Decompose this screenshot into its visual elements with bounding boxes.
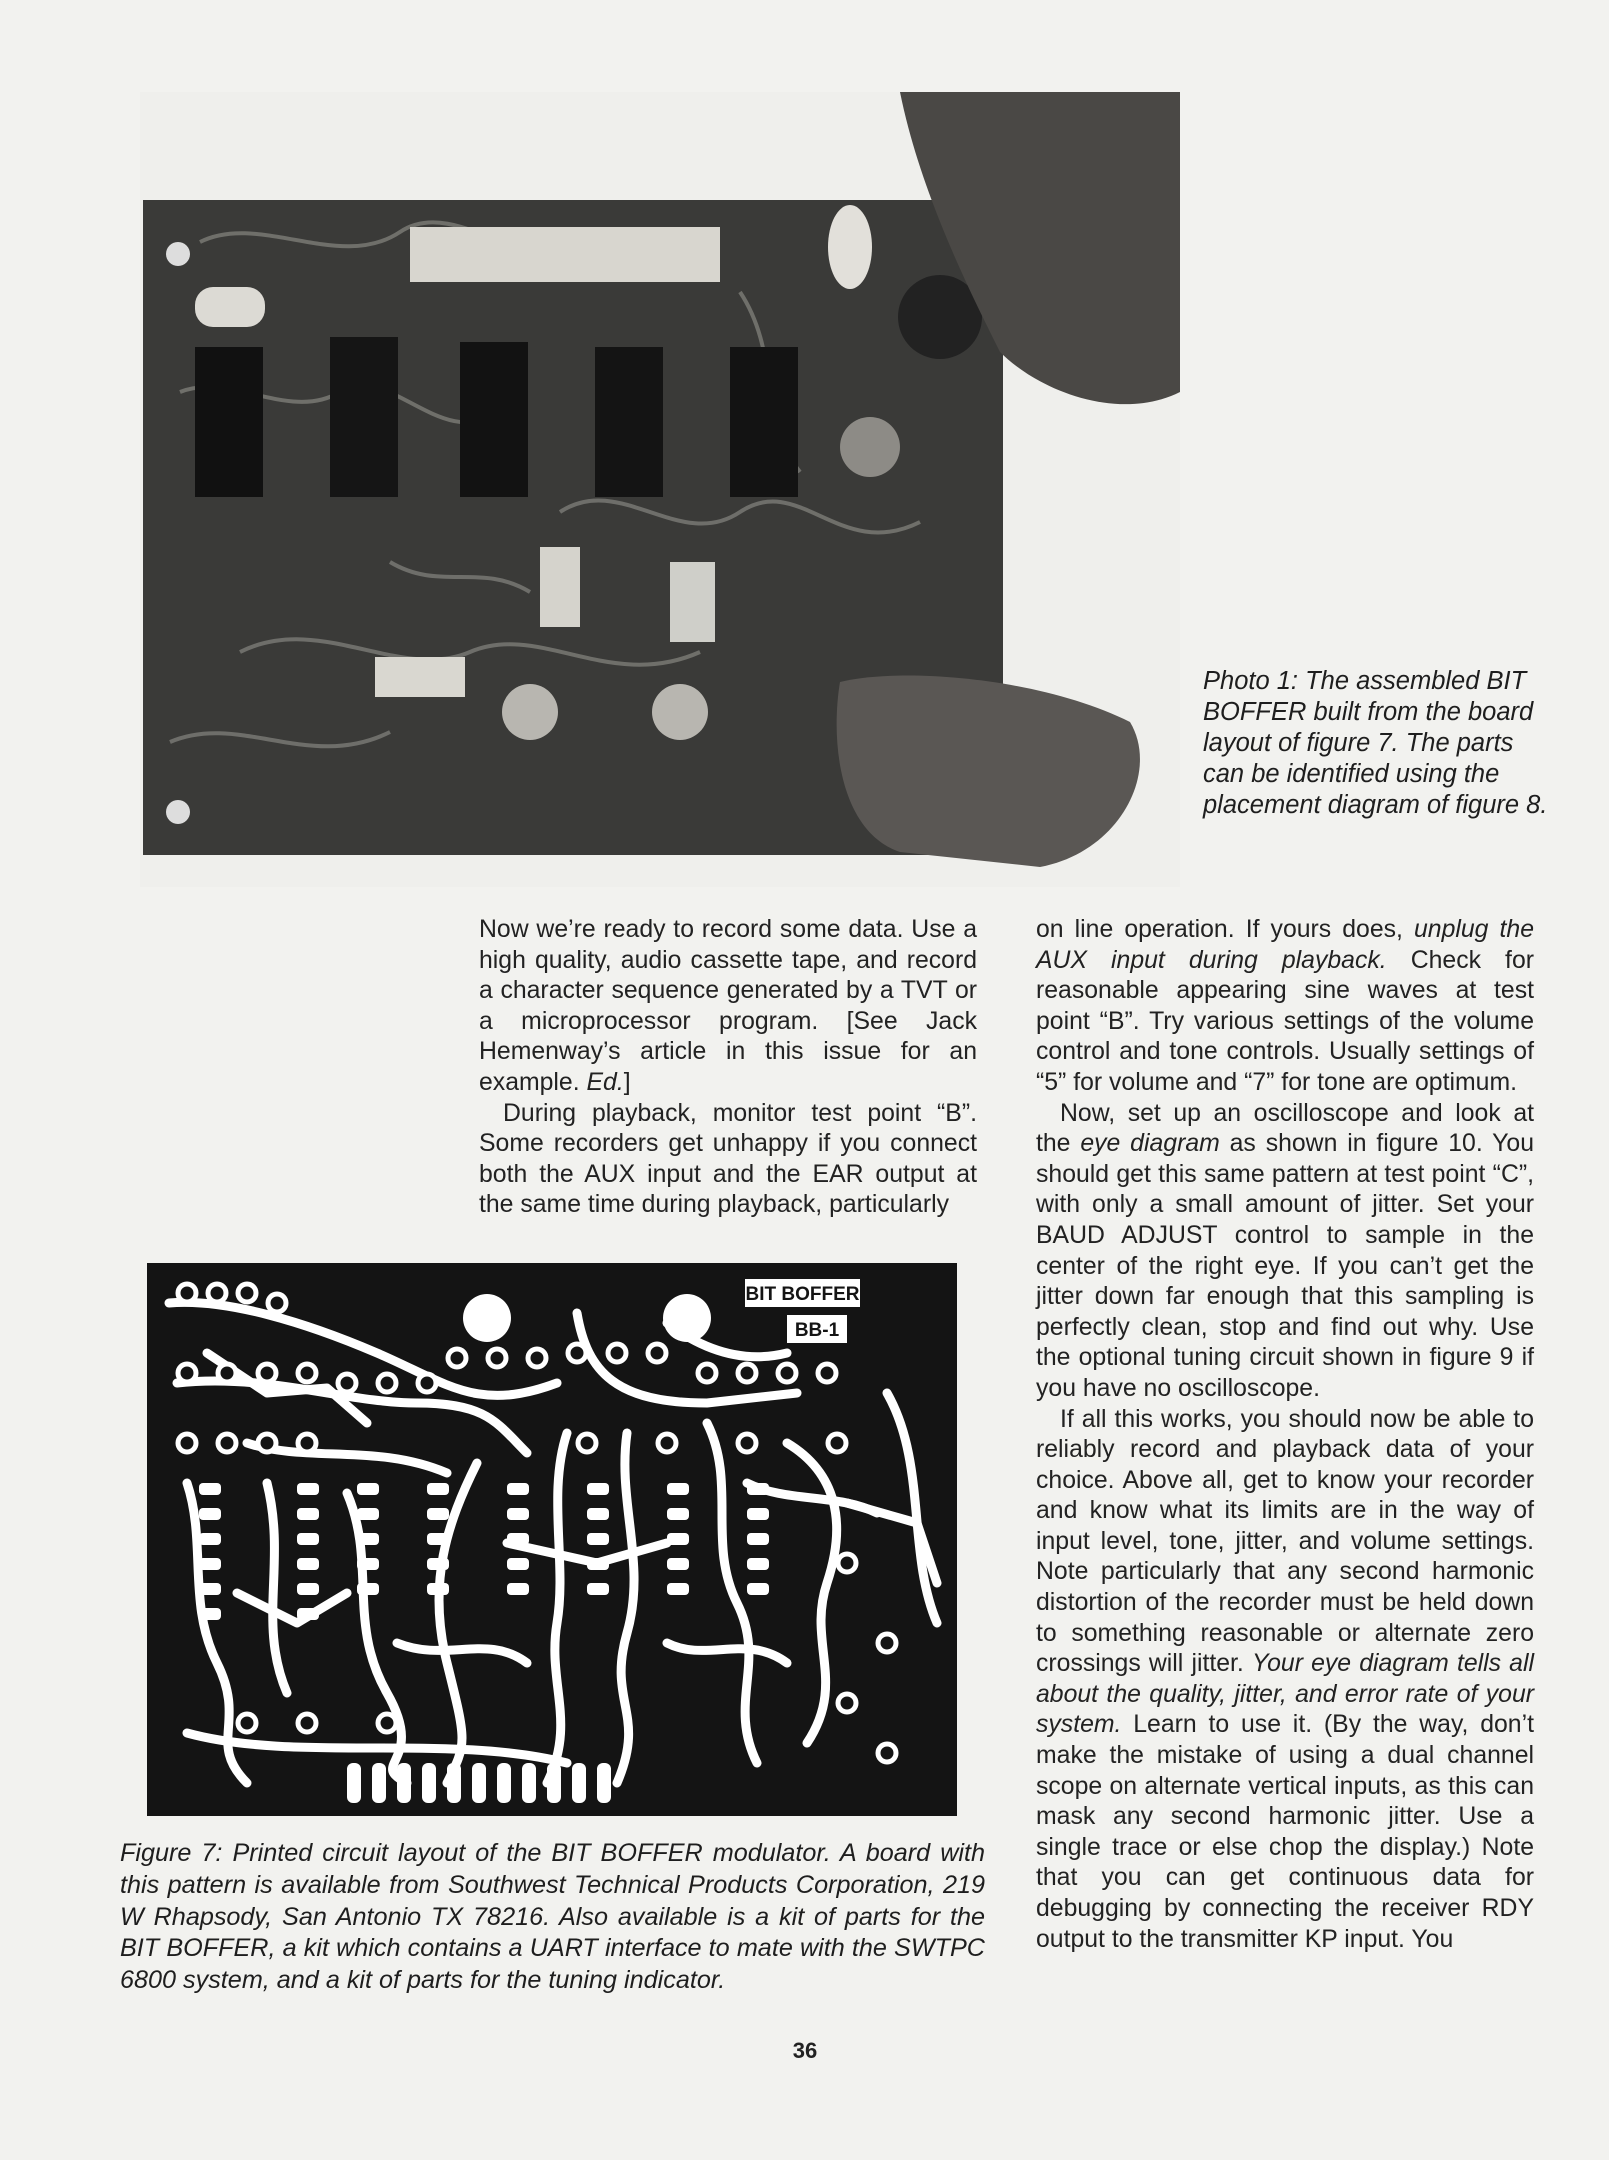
pcb-layout-figure bbox=[147, 1263, 957, 1816]
page-number: 36 bbox=[792, 2038, 818, 2063]
bracket-close: ] bbox=[623, 1068, 631, 1096]
right-p3-a: If all this works, you should now be able to reliably record and playback data of your choice. Above all, get to know your recorder and know what its limits are in the way of input level, tone, jitter, and volume settings. Note particularly that any second harmonic distortion of the recorder must be held down to something reasonable or alternate zero crossings will jitter. bbox=[1036, 1405, 1534, 1678]
left-paragraph-1-text: Now we’re ready to record some data. Use a high quality, audio cassette tape, and record a character sequence generated by a TVT or a microprocessor program. [See Jack Hemenway’s article in this issue for an example. bbox=[479, 916, 977, 1096]
right-p2-emphasis: eye diagram bbox=[1080, 1130, 1220, 1158]
right-p2-b: as shown in figure 10. You should get this same pattern at test point “C”, with only a small amount of jitter. Set your BAUD ADJUST control to sample in the center of the right eye. If you can’t get the jitter down far enough that this sampling is perfectly clean, stop and find out why. Use the optional tuning circuit shown in figure 9 if you have no oscilloscope. bbox=[1036, 1130, 1534, 1402]
left-paragraph-1 bbox=[479, 915, 977, 1099]
editor-note: Ed. bbox=[586, 1068, 624, 1096]
left-paragraph-2: During playback, monitor test point “B”. Some recorders get unhappy if you connect both the AUX input and the EAR output at the same time during playback, particularly bbox=[479, 1099, 977, 1219]
right-p1-a: on line operation. If yours does, bbox=[1036, 916, 1403, 943]
board-label-name: BIT BOFFER bbox=[745, 1284, 860, 1305]
photo-caption: Photo 1: The assembled BIT BOFFER built from the board layout of figure 7. The parts can be identified using the placement diagram of figure 8. bbox=[1203, 667, 1548, 819]
right-paragraph-2 bbox=[1036, 1099, 1534, 1405]
left-column-text bbox=[479, 915, 977, 1221]
assembled-board-photo bbox=[140, 92, 1180, 887]
right-p1-b: Check for reasonable appearing sine waves at test point “B”. Try various settings of the volume control and tone controls. Usually settings of “5” for volume and “7” for tone are optimum. bbox=[1036, 946, 1534, 1096]
board-label-code: BB-1 bbox=[794, 1320, 840, 1341]
right-p3-b: Learn to use it. (By the way, don’t make the mistake of using a dual channel scope on alternate vertical inputs, as this can mask any second harmonic jitter. Use a single trace or else chop the display.) Note that you can get continuous data for debugging by connecting the receiver RDY output to the transmitter KP input. You bbox=[1036, 1711, 1534, 1953]
figure-caption: Figure 7: Printed circuit layout of the BIT BOFFER modulator. A board with this pattern is available from Southwest Technical Products Corporation, 219 W Rhapsody, San Antonio TX 78216. Also available is a kit of parts for the BIT BOFFER, a kit which contains a UART interface to mate with the SWTPC 6800 system, and a kit of parts for the tuning indicator. bbox=[120, 1839, 985, 1995]
right-p3-emphasis: Your eye diagram tells all about the quality, jitter, and error rate of your system. bbox=[1036, 1650, 1534, 1739]
right-p2-a: Now, set up an oscilloscope and look at the bbox=[1036, 1099, 1534, 1158]
right-paragraph-3 bbox=[1036, 1405, 1534, 1956]
right-column-text bbox=[1036, 915, 1534, 1955]
right-paragraph-1 bbox=[1036, 915, 1534, 1099]
right-p1-emphasis: unplug the AUX input during playback. bbox=[1036, 916, 1535, 974]
